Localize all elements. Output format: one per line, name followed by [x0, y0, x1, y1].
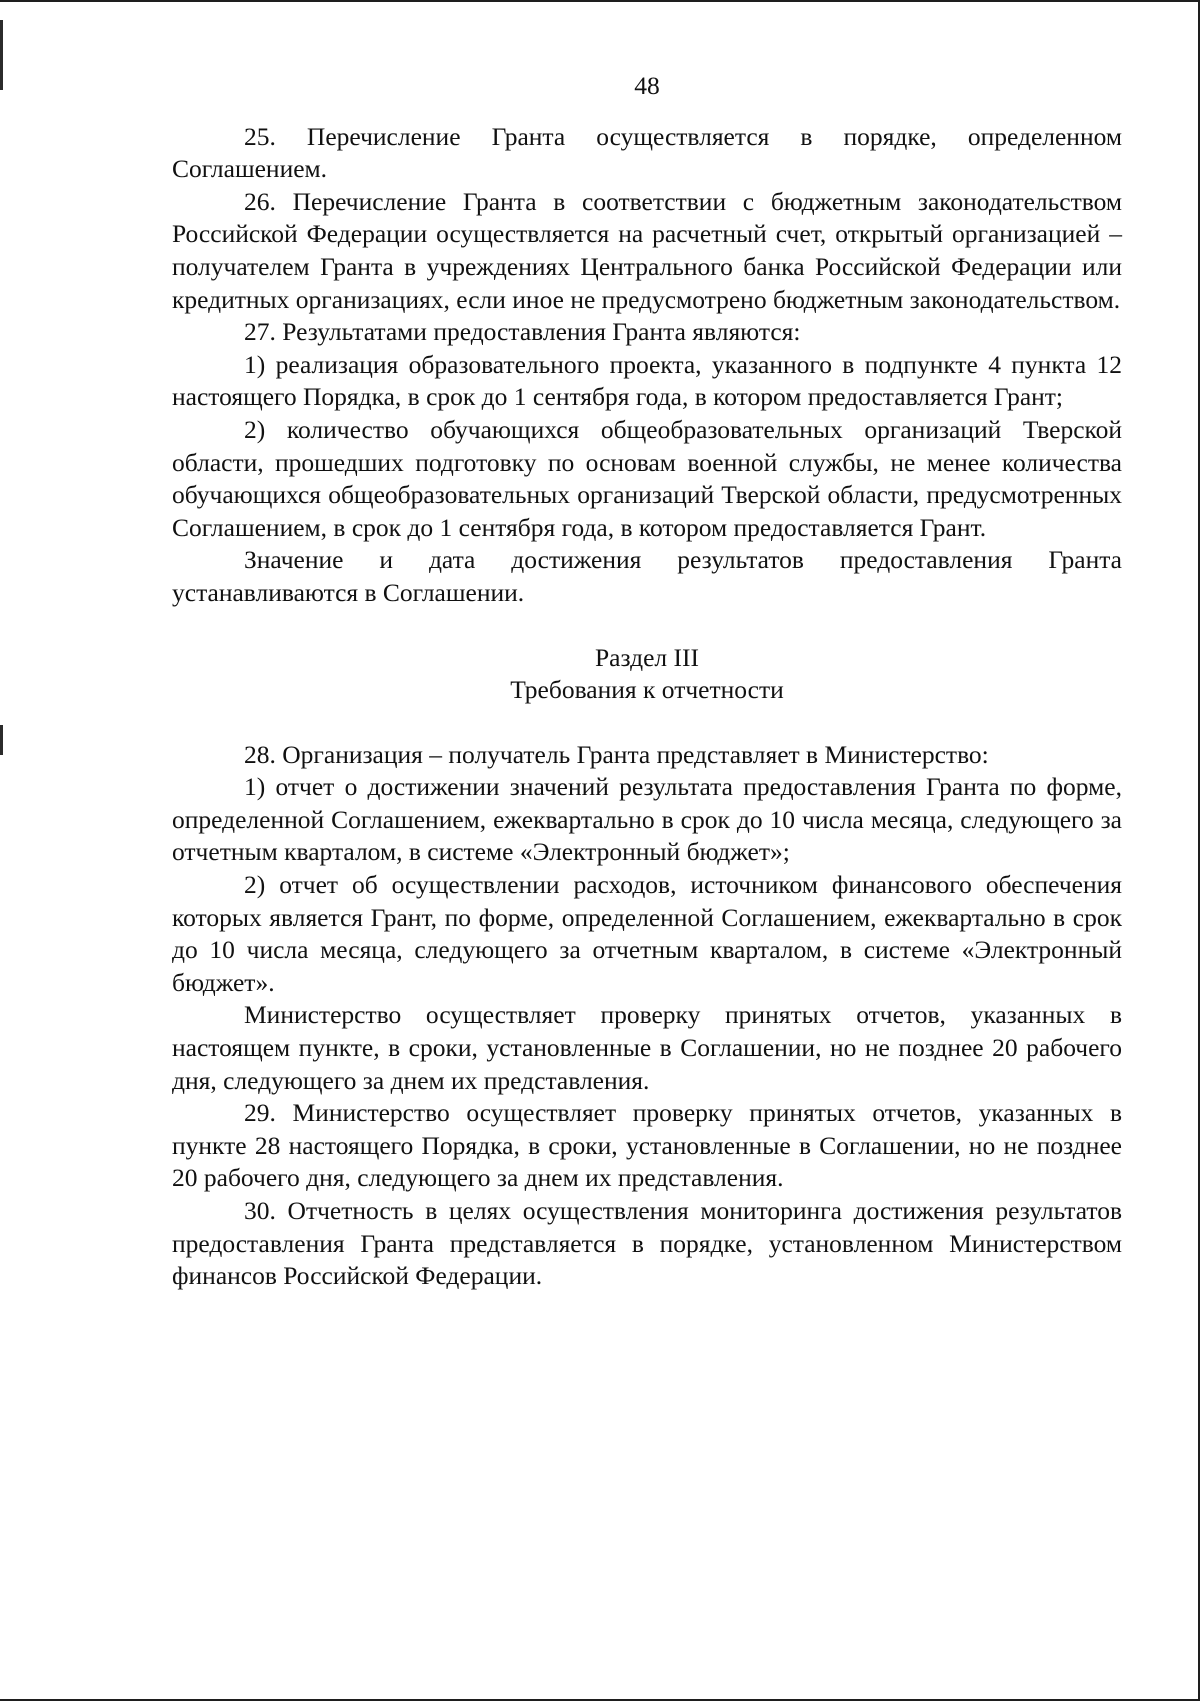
scan-mark-left	[0, 20, 3, 90]
paragraph-30: 30. Отчетность в целях осуществления мониторинга достижения результатов предоставления Гранта представляется в порядке, установленном Министерством финансов Российской Федерации.	[172, 1196, 1122, 1291]
paragraph-27: 27. Результатами предоставления Гранта являются:	[244, 317, 801, 347]
document-body	[172, 70, 1122, 1293]
paragraph-29: 29. Министерство осуществляет проверку принятых отчетов, указанных в пункте 28 настоящего Порядка, в сроки, установленные в Соглашении, но не позднее 20 рабочего дня, следующего за днем их представления.	[172, 1098, 1122, 1193]
paragraph-28-note: Министерство осуществляет проверку принятых отчетов, указанных в настоящем пункте, в сроки, установленные в Соглашении, но не позднее 20 рабочего дня, следующего за днем их представления.	[172, 1000, 1122, 1095]
paragraph-26: 26. Перечисление Гранта в соответствии с бюджетным законодательством Российской Федерации осуществляется на расчетный счет, открытый организацией – получателем Гранта в учреждениях Центрального банка Российской Федерации или кредитных организациях, если иное не предусмотрено бюджетным законодательством.	[172, 186, 1122, 314]
paragraph-25: 25. Перечисление Гранта осуществляется в порядке, определенном Соглашением.	[172, 121, 1122, 184]
section-label: Раздел III	[595, 642, 699, 672]
section-spacer-top	[172, 610, 1122, 642]
paragraph-28-item-1: 1) отчет о достижении значений результата предоставления Гранта по форме, определенной Соглашением, ежеквартально в срок до 10 числа месяца, следующего за отчетным кварталом, в системе «Электронный бюджет»;	[172, 772, 1122, 867]
scan-mark-left-lower	[0, 725, 3, 755]
paragraph-28: 28. Организация – получатель Гранта представляет в Министерство:	[244, 739, 989, 769]
scan-border-top	[0, 0, 1200, 2]
paragraph-27-item-1: 1) реализация образовательного проекта, указанного в подпункте 4 пункта 12 настоящего Порядка, в срок до 1 сентября года, в котором предоставляется Грант;	[172, 349, 1122, 412]
paragraph-results-note: Значение и дата достижения результатов предоставления Гранта устанавливаются в Соглашении.	[172, 545, 1122, 607]
paragraph-28-item-2: 2) отчет об осуществлении расходов, источником финансового обеспечения которых является Грант, по форме, определенной Соглашением, ежеквартально в срок до 10 числа месяца, следующего за отчетным кварталом, в системе «Электронный бюджет».	[172, 870, 1122, 997]
page-number: 48	[634, 71, 660, 100]
section-title: Требования к отчетности	[510, 675, 784, 705]
section-spacer-bottom	[172, 707, 1122, 739]
paragraph-27-item-2: 2) количество обучающихся общеобразовательных организаций Тверской области, прошедших подготовку по основам военной службы, не менее количества обучающихся общеобразовательных организаций Тверской области, предусмотренных Соглашением, в срок до 1 сентября года, в котором предоставляется Грант.	[172, 414, 1122, 542]
